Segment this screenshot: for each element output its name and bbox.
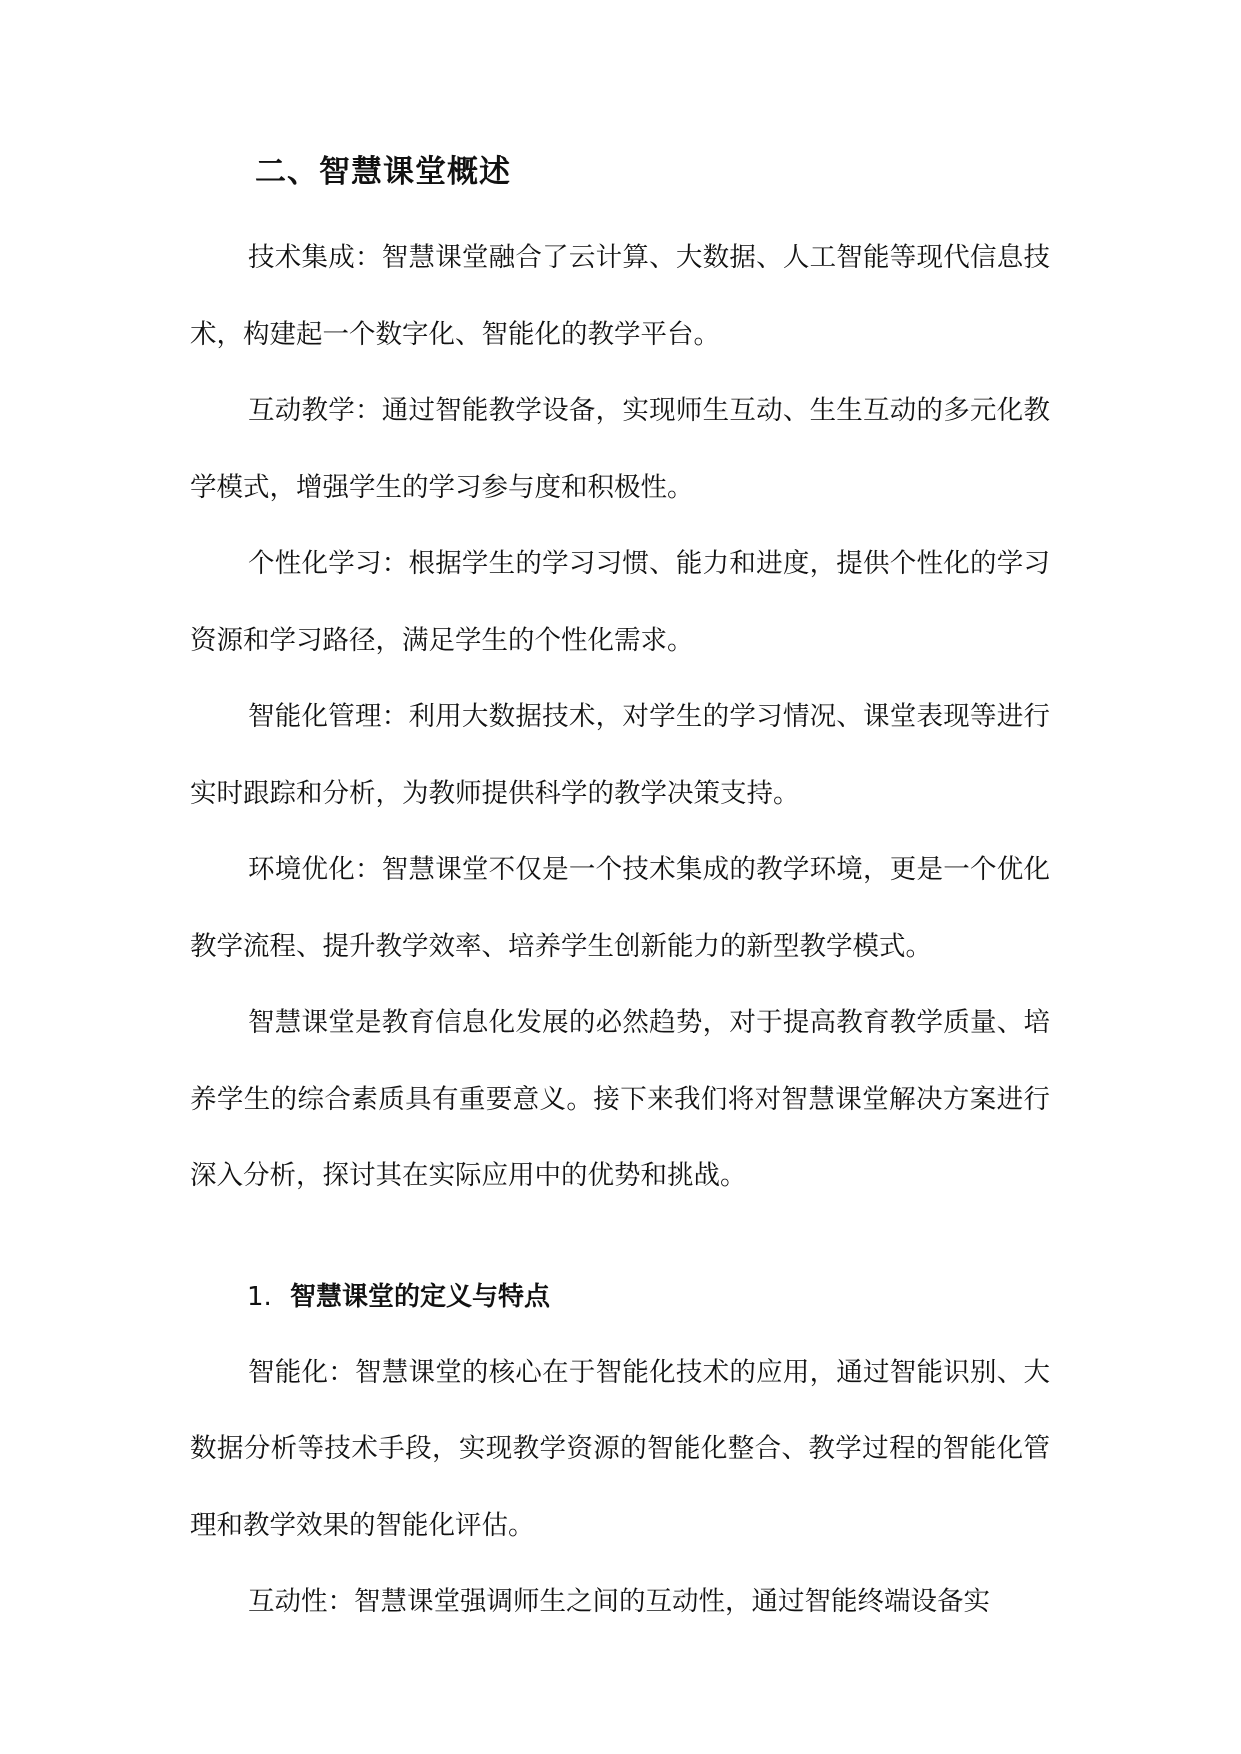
paragraph-summary: 智慧课堂是教育信息化发展的必然趋势，对于提高教育教学质量、培养学生的综合素质具有重要意义。接下来我们将对智慧课堂解决方案进行深入分析，探讨其在实际应用中的优势和挑战。 (190, 1007, 1050, 1191)
subsection-number: 1. (247, 1281, 272, 1312)
document-body (190, 142, 1050, 1641)
paragraph-intelligence: 智能化：智慧课堂的核心在于智能化技术的应用，通过智能识别、大数据分析等技术手段，实现教学资源的智能化整合、教学过程的智能化管理和教学效果的智能化评估。 (190, 1356, 1050, 1541)
paragraph-intelligent-management: 智能化管理：利用大数据技术，对学生的学习情况、课堂表现等进行实时跟踪和分析，为教师提供科学的教学决策支持。 (190, 701, 1050, 809)
paragraph-personalized-learning: 个性化学习：根据学生的学习习惯、能力和进度，提供个性化的学习资源和学习路径，满足学生的个性化需求。 (190, 548, 1050, 656)
paragraph-interactive-teaching: 互动教学：通过智能教学设备，实现师生互动、生生互动的多元化教学模式，增强学生的学习参与度和积极性。 (190, 395, 1050, 503)
paragraph-technology-integration: 技术集成：智慧课堂融合了云计算、大数据、人工智能等现代信息技术，构建起一个数字化、智能化的教学平台。 (190, 242, 1050, 350)
subsection-title: 智慧课堂的定义与特点 (290, 1281, 551, 1312)
section-heading: 二、智慧课堂概述 (255, 154, 511, 190)
paragraph-interactivity: 互动性：智慧课堂强调师生之间的互动性，通过智能终端设备实 (248, 1586, 990, 1617)
paragraph-environment-optimization: 环境优化：智慧课堂不仅是一个技术集成的教学环境，更是一个优化教学流程、提升教学效率、培养学生创新能力的新型教学模式。 (190, 854, 1050, 962)
subsection-heading (190, 1271, 1050, 1323)
